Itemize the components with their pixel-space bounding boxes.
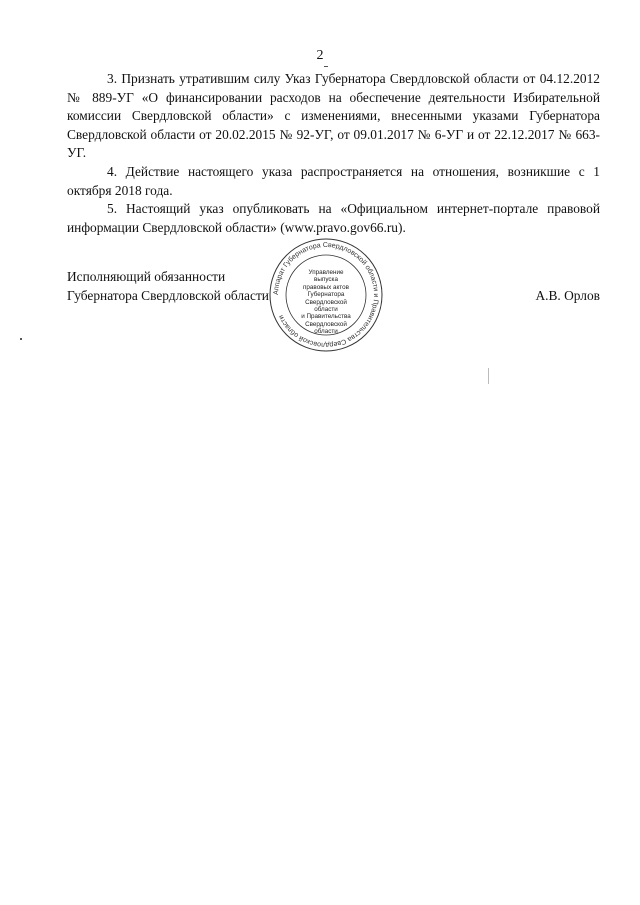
seal-center-text [298, 269, 354, 336]
signatory-title-line-1: Исполняющий обязанности [67, 269, 226, 284]
paragraph-4: 4. Действие настоящего указа распространяется на отношения, возникшие с 1 октября 2018 года. [67, 163, 600, 198]
seal-line: области [314, 328, 338, 336]
seal-ring-text: Аппарат Губернатора Свердловской области и Правительства Свердловской области [272, 241, 380, 349]
document-body [67, 70, 600, 237]
official-seal [268, 237, 384, 353]
seal-line: Свердловской области [305, 298, 347, 314]
scan-mark [324, 66, 328, 67]
signatory-name: А.В. Орлов [535, 287, 600, 303]
seal-line: Губернатора [307, 291, 345, 299]
page-number: 2 [316, 48, 324, 63]
seal-line: и Правительства [301, 313, 351, 321]
seal-line: правовых актов [303, 283, 349, 291]
paragraph-3: 3. Признать утратившим силу Указ Губернатора Свердловской области от 04.12.2012 № 889-УГ «О финансировании расходов на обеспечение деятельности Избирательной комиссии Свердловской области» с изменениями, внесенными указами Губернатора Свердловской области от 20.02.2015 № 92-УГ, от 09.01.2017 № 6-УГ и от 22.12.2017 № 663-УГ. [67, 71, 600, 161]
seal-line: Свердловской [305, 320, 347, 328]
scan-mark [488, 368, 489, 384]
seal-line: Управление [308, 269, 344, 276]
seal-line: выпуска [314, 276, 338, 284]
paragraph-5: 5. Настоящий указ опубликовать на «Официальном интернет-портале правовой информации Свердловской области» (www.pravo.gov66.ru). [67, 201, 600, 235]
signatory-title-line-2: Губернатора Свердловской области [67, 287, 269, 303]
scan-mark [20, 338, 22, 340]
